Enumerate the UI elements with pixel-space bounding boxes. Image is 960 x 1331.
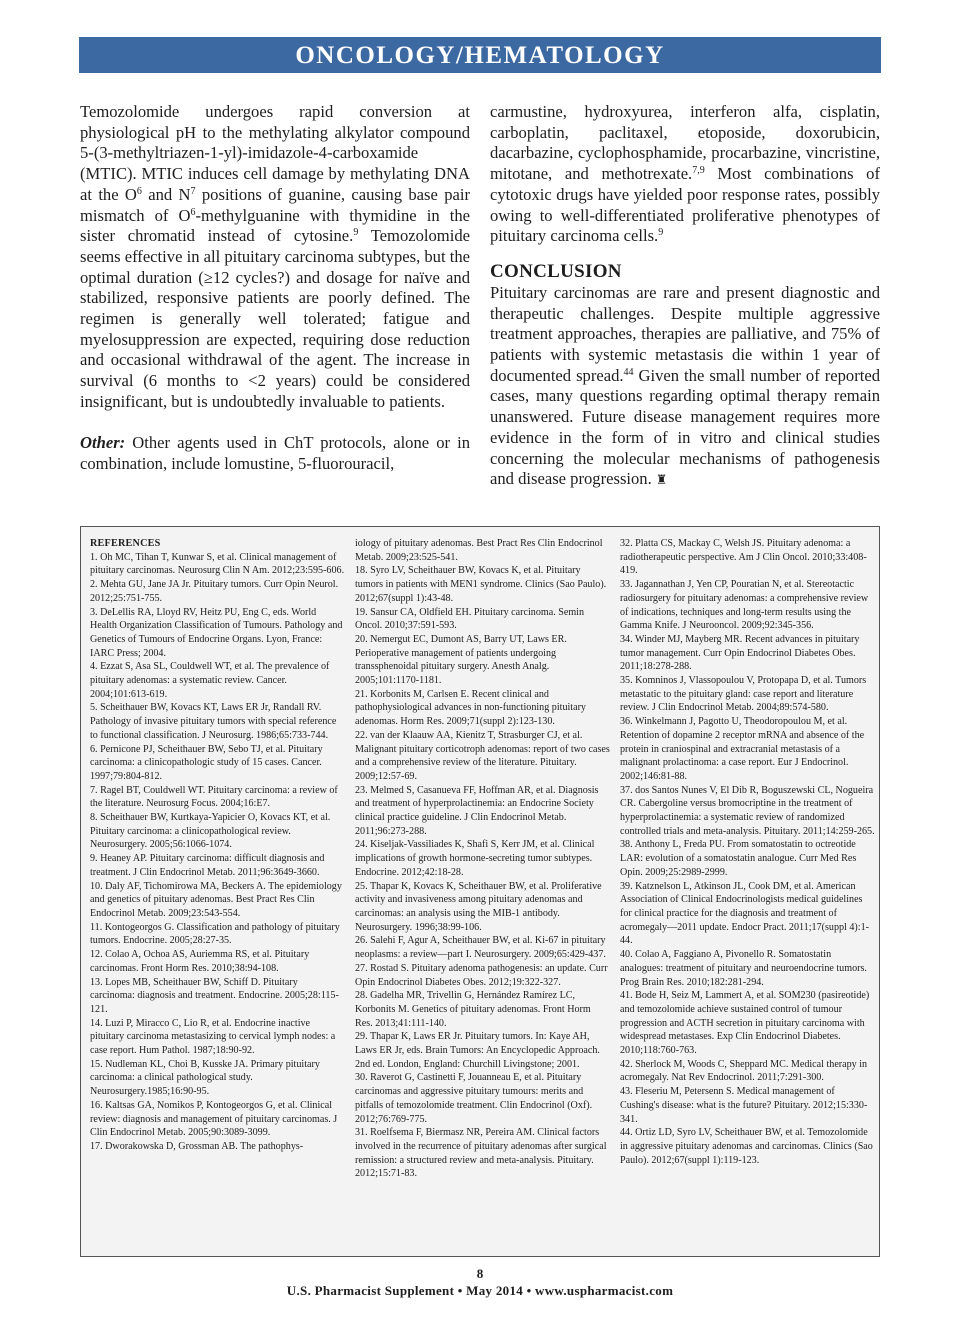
paragraph-conclusion: Pituitary carcinomas are rare and present diagnostic and therapeutic challenges. Despite multiple aggressive treatment approaches, therapies are palliative, and 75% of patients with systemic metastasis die within 1 year of documented spread.$^{44}$ Given the small number of reported cases, many questions regarding optimal therapy remain unanswered. Future disease management requires more evidence in the form of in vitro and clinical studies concerning the molecular mechanisms of pathogenesis and disease progression. ♜ [490, 282, 881, 489]
reference-item: 40. Colao A, Faggiano A, Pivonello R. Somatostatin analogues: treatment of pituitary and neuroendocrine tumors. Prog Brain Res. 2010;182:281-294. [620, 949, 867, 988]
reference-item: 41. Bode H, Seiz M, Lammert A, et al. SOM230 (pasireotide) and temozolomide achieve sustained control of tumour progression and ACTH secretion in pituitary carcinoma with widespread metastases. Exp Clin Endocrinol Diabetes. 2010;118:760-763. [620, 990, 870, 1057]
reference-item: 15. Nudleman KL, Choi B, Kusske JA. Primary pituitary carcinoma: a clinical pathological study. Neurosurgery.1985;16:90-95. [90, 1058, 320, 1098]
section-banner: ONCOLOGY/HEMATOLOGY [79, 37, 881, 73]
reference-item: 12. Colao A, Ochoa AS, Auriemma RS, et al. Pituitary carcinomas. Front Horm Res. 2010;38:94-108. [90, 949, 310, 974]
page-number: 8 [476, 1266, 484, 1281]
reference-item: 25. Thapar K, Kovacs K, Scheithauer BW, et al. Proliferative activity and invasiveness among pituitary adenomas and carcinomas: an analysis using the MIB-1 antibody. Neurosurgery. 1996;38:99-106. [355, 880, 602, 933]
reference-item: 33. Jagannathan J, Yen CP, Pouratian N, et al. Stereotactic radiosurgery for pituitary adenomas: a comprehensive review of indications, techniques and long-term results using the Gamma Knife. J Neurooncol. 2009;92:345-356. [620, 579, 869, 632]
references-column-2 [355, 537, 610, 1181]
reference-item: 21. Korbonits M, Carlsen E. Recent clinical and pathophysiological advances in non-functioning pituitary adenomas. Horm Res. 2009;71(suppl 2):123-130. [355, 688, 586, 728]
reference-item: 20. Nemergut EC, Dumont AS, Barry UT, Laws ER. Perioperative management of patients undergoing transsphenoidal pituitary surgery. Anesth Analg. 2005;101:1170-1181. [355, 633, 567, 687]
references-list-1 [90, 551, 345, 1154]
reference-item: iology of pituitary adenomas. Best Pract Res Clin Endocrinol Metab. 2009;23:525-541. [355, 538, 603, 563]
reference-item: 34. Winder MJ, Mayberg MR. Recent advances in pituitary tumor management. Curr Opin Endocrinol Diabetes Obes. 2011;18:278-288. [620, 633, 860, 673]
reference-item: 36. Winkelmann J, Pagotto U, Theodoropoulou M, et al. Retention of dopamine 2 receptor mRNA and absence of the protein in craniospinal and extracranial metastasis of a malignant prolactinoma: a case report. Eur J Endocrinol. 2002;146:81-88. [620, 716, 865, 782]
page-footer: U.S. Pharmacist Supplement • May 2014 • www.uspharmacist.com [286, 1283, 674, 1298]
paragraph-other-agents: Other: Other agents used in ChT protocols, alone or in combination, include lomustine, 5-fluorouracil, [80, 433, 470, 473]
reference-item: 19. Sansur CA, Oldfield EH. Pituitary carcinoma. Semin Oncol. 2010;37:591-593. [355, 606, 585, 632]
reference-item: 39. Katznelson L, Atkinson JL, Cook DM, et al. American Association of Clinical Endocrinologists medical guidelines for clinical practice for the diagnosis and treatment of acromegaly—2011 update. Endocr Pract. 2011;17(suppl 4):1-44. [620, 880, 870, 947]
conclusion-heading: CONCLUSION [490, 260, 622, 282]
reference-item: 1. Oh MC, Tihan T, Kunwar S, et al. Clinical management of pituitary carcinomas. Neurosurg Clin N Am. 2012;23:595-606. [90, 551, 345, 577]
reference-item: 43. Fleseriu M, Petersenn S. Medical management of Cushing's disease: what is the future? Pituitary. 2012;15:330-341. [620, 1086, 868, 1125]
run-in-heading-other: Other: [80, 433, 126, 453]
article-column-right [490, 102, 880, 491]
reference-item: 14. Luzi P, Miracco C, Lio R, et al. Endocrine inactive pituitary carcinoma metastasizing to cervical lymph nodes: a case report. Hum Pathol. 1987;18:90-92. [90, 1017, 336, 1057]
reference-item: 29. Thapar K, Laws ER Jr. Pituitary tumors. In: Kaye AH, Laws ER Jr, eds. Brain Tumors: An Encyclopedic Approach. 2nd ed. London, England: Churchill Livingstone; 2001. [355, 1031, 600, 1070]
references-column-1 [90, 537, 345, 1154]
reference-item: 22. van der Klaauw AA, Kienitz T, Strasburger CJ, et al. Malignant pituitary corticotroph adenomas: report of two cases and a comprehensive review of the literature. Pituitary. 2009;12:57-69. [355, 729, 610, 782]
reference-item: 42. Sherlock M, Woods C, Sheppard MC. Medical therapy in acromegaly. Nat Rev Endocrinol. 2011;7:291-300. [620, 1058, 868, 1084]
reference-item: 16. Kaltsas GA, Nomikos P, Kontogeorgos G, et al. Clinical review: diagnosis and management of pituitary carcinomas. J Clin Endocrinol Metab. 2005;90:3089-3099. [90, 1099, 338, 1139]
paragraph-agents-continued: carmustine, hydroxyurea, interferon alfa, cisplatin, carboplatin, paclitaxel, etoposide, doxorubicin, dacarbazine, cyclophosphamide, procarbazine, vincristine, mitotane, and methotrexate.$^{7,9}$ Most combinations of cytotoxic drugs have yielded poor response rates, possibly owing to well-differentiated proliferative phenotypes of pituitary carcinoma cells.$^9$ [490, 102, 880, 246]
reference-item: 6. Pernicone PJ, Scheithauer BW, Sebo TJ, et al. Pituitary carcinoma: a clinicopathologic study of 15 cases. Cancer. 1997;79:804-812. [90, 743, 323, 782]
article-column-left [80, 102, 470, 475]
reference-item: 5. Scheithauer BW, Kovacs KT, Laws ER Jr, Randall RV. Pathology of invasive pituitary tumors with special reference to functional classification. J Neurosurg. 1986;65:733-744. [90, 702, 337, 741]
reference-item: 38. Anthony L, Freda PU. From somatostatin to octreotide LAR: evolution of a somatostatin analogue. Curr Med Res Opin. 2009;25:2989-2999. [620, 839, 857, 878]
references-column-3 [620, 537, 875, 1167]
reference-item: 28. Gadelha MR, Trivellin G, Hernández Ramírez LC, Korbonits M. Genetics of pituitary adenomas. Front Horm Res. 2013;41:111-140. [355, 990, 591, 1029]
reference-item: 10. Daly AF, Tichomirowa MA, Beckers A. The epidemiology and genetics of pituitary adenomas. Best Pract Res Clin Endocrinol Metab. 2009;23:543-554. [90, 880, 342, 919]
reference-item: 13. Lopes MB, Scheithauer BW, Schiff D. Pituitary carcinoma: diagnosis and treatment. Endocrine. 2005;28:115-121. [90, 976, 339, 1015]
reference-item: 2. Mehta GU, Jane JA Jr. Pituitary tumors. Curr Opin Neurol. 2012;25:751-755. [90, 579, 339, 604]
reference-item: 44. Ortiz LD, Syro LV, Scheithauer BW, et al. Temozolomide in aggressive pituitary adenomas and carcinomas. Clinics (Sao Paulo). 2012;67(suppl 1):119-123. [620, 1127, 873, 1166]
reference-item: 26. Salehi F, Agur A, Scheithauer BW, et al. Ki-67 in pituitary neoplasms: a review—part I. Neurosurgery. 2009;65:429-437. [355, 935, 606, 961]
reference-item: 35. Komninos J, Vlassopoulou V, Protopapa D, et al. Tumors metastatic to the pituitary gland: case report and literature review. J Clin Endocrinol Metab. 2004;89:574-580. [620, 675, 867, 714]
reference-item: 23. Melmed S, Casanueva FF, Hoffman AR, et al. Diagnosis and treatment of hyperprolactinemia: an Endocrine Society clinical practice guideline. J Clin Endocrinol Metab. 2011;96:273-288. [355, 784, 599, 837]
end-mark-icon: ♜ [655, 472, 668, 488]
reference-item: 4. Ezzat S, Asa SL, Couldwell WT, et al. The prevalence of pituitary adenomas: a systematic review. Cancer. 2004;101:613-619. [90, 661, 330, 700]
reference-item: 37. dos Santos Nunes V, El Dib R, Boguszewski CL, Nogueira CR. Cabergoline versus bromocriptine in the treatment of hyperprolactinemia: a systematic review of randomized controlled trials and meta-analysis. Pituitary. 2011;14:259-265. [620, 784, 875, 837]
reference-item: 7. Ragel BT, Couldwell WT. Pituitary carcinoma: a review of the literature. Neurosurg Focus. 2004;16:E7. [90, 784, 338, 810]
references-list-3 [620, 537, 875, 1167]
reference-item: 18. Syro LV, Scheithauer BW, Kovacs K, et al. Pituitary tumors in patients with MEN1 syndrome. Clinics (Sao Paulo). 2012;67(suppl 1):43-48. [355, 565, 607, 604]
reference-item: 32. Platta CS, Mackay C, Welsh JS. Pituitary adenoma: a radiotherapeutic perspective. Am J Clin Oncol. 2010;33:408-419. [620, 538, 867, 577]
reference-item: 17. Dworakowska D, Grossman AB. The pathophys- [90, 1140, 304, 1152]
reference-item: 27. Rostad S. Pituitary adenoma pathogenesis: an update. Curr Opin Endocrinol Diabetes Obes. 2012;19:322-327. [355, 962, 608, 988]
reference-item: 8. Scheithauer BW, Kurtkaya-Yapicier O, Kovacs KT, et al. Pituitary carcinoma: a clinicopathological review. Neurosurgery. 2005;56:1066-1074. [90, 812, 331, 851]
paragraph-temozolomide: Temozolomide undergoes rapid conversion at physiological pH to the methylating alkylator compound 5-(3-methyltriazen-1-yl)-imidazole-4-carboxamide (MTIC). MTIC induces cell damage by methylating DNA at the $O^6$ and $N^7$ positions of guanine, causing base pair mismatch of $O^6$-methylguanine with thymidine in the sister chromatid instead of cytosine.$^9$ Temozolomide seems effective in all pituitary carcinoma subtypes, but the optimal duration (≥12 cycles?) and dosage for naïve and stabilized, responsive patients are poorly defined. The regimen is generally well tolerated; fatigue and myelosuppression are expected, requiring dose reduction and occasional withdrawal of the agent. The increase in survival (6 months to <2 years) could be considered insignificant, but is undoubtedly invaluable to patients. [80, 102, 470, 411]
reference-item: 9. Heaney AP. Pituitary carcinoma: difficult diagnosis and treatment. J Clin Endocrinol Metab. 2011;96:3649-3660. [90, 853, 325, 878]
reference-item: 3. DeLellis RA, Lloyd RV, Heitz PU, Eng C, eds. World Health Organization Classification of Tumours. Pathology and Genetics of Tumours of Endocrine Organs. Lyon, France: IARC Press; 2004. [90, 606, 343, 659]
reference-item: 24. Kiseljak-Vassiliades K, Shafi S, Kerr JM, et al. Clinical implications of growth hormone-secreting tumor subtypes. Endocrine. 2012;42:18-28. [355, 839, 595, 878]
references-box [80, 526, 880, 1257]
reference-item: 30. Raverot G, Castinetti F, Jouanneau E, et al. Pituitary carcinomas and aggressive pituitary tumours: merits and pitfalls of temozolomide treatment. Clin Endocrinol (Oxf). 2012;76:769-775. [355, 1072, 593, 1125]
reference-item: 11. Kontogeorgos G. Classification and pathology of pituitary tumors. Endocrine. 2005;28:27-35. [90, 921, 340, 947]
references-list-2 [355, 537, 610, 1181]
references-heading: REFERENCES [90, 538, 161, 549]
reference-item: 31. Roelfsema F, Biermasz NR, Pereira AM. Clinical factors involved in the recurrence of pituitary adenomas after surgical remission: a structured review and meta-analysis. Pituitary. 2012;15:71-83. [355, 1127, 607, 1180]
